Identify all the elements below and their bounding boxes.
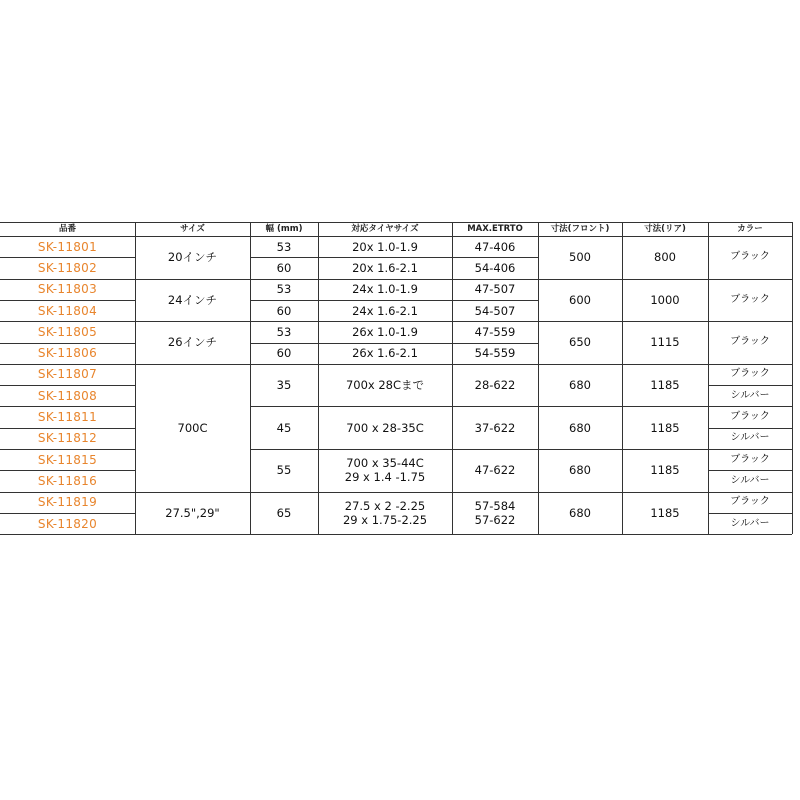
row-divider <box>250 300 538 301</box>
front-dimension-cell <box>538 406 622 449</box>
product-code: SK-11812 <box>37 431 98 446</box>
header-etrto-label: MAX.ETRTO <box>467 224 523 234</box>
tire-size-value: 20x 1.6-2.1 <box>352 260 418 275</box>
product-code-cell <box>0 279 135 300</box>
product-code-cell <box>0 364 135 385</box>
front-dimension-cell <box>538 236 622 279</box>
front-dimension-value: 680 <box>569 378 591 393</box>
color-cell <box>708 279 792 322</box>
tire-size-value: 20x 1.0-1.9 <box>352 239 418 254</box>
row-divider <box>0 385 135 386</box>
front-dimension-cell <box>538 492 622 535</box>
header-cell-width <box>250 222 318 236</box>
tire-size-cell <box>318 364 452 407</box>
etrto-cell <box>452 406 538 449</box>
header-width-label: 幅 (mm) <box>265 224 303 234</box>
rear-dimension-cell <box>622 492 708 535</box>
header-cell-etrto <box>452 222 538 236</box>
size-label: 24インチ <box>167 292 218 307</box>
header-cell-tire <box>318 222 452 236</box>
rear-dimension-value: 1185 <box>650 505 680 520</box>
front-dimension-value: 600 <box>569 292 591 307</box>
color-cell <box>708 406 792 427</box>
header-code-label: 品番 <box>58 224 76 234</box>
row-divider <box>0 513 135 514</box>
rear-dimension-cell <box>622 364 708 407</box>
column-divider <box>250 222 251 534</box>
table-bottom-border <box>0 534 792 535</box>
row-divider <box>0 449 135 450</box>
tire-size-cell <box>318 492 452 535</box>
width-value: 60 <box>276 303 292 318</box>
product-code-cell <box>0 300 135 321</box>
width-value: 53 <box>276 282 292 297</box>
row-divider <box>0 321 135 322</box>
color-value: シルバー <box>730 517 770 529</box>
row-divider <box>0 279 135 280</box>
tire-size-value: 26x 1.6-2.1 <box>352 346 418 361</box>
product-code: SK-11803 <box>37 282 98 297</box>
tire-size-cell <box>318 321 452 342</box>
row-divider <box>0 406 135 407</box>
width-value: 55 <box>276 463 292 478</box>
width-value: 53 <box>276 324 292 339</box>
width-cell <box>250 236 318 257</box>
front-dimension-value: 680 <box>569 505 591 520</box>
row-divider <box>135 279 792 280</box>
tire-size-value: 29 x 1.4 -1.75 <box>344 470 426 485</box>
header-bottom-border <box>0 236 792 237</box>
product-code: SK-11806 <box>37 346 98 361</box>
rear-dimension-cell <box>622 406 708 449</box>
width-cell <box>250 492 318 535</box>
front-dimension-value: 500 <box>569 250 591 265</box>
size-cell <box>135 321 250 364</box>
product-code: SK-11807 <box>37 367 98 382</box>
size-cell <box>135 364 250 492</box>
product-code: SK-11815 <box>37 452 98 467</box>
color-value: ブラック <box>730 496 770 508</box>
header-front-label: 寸法(フロント) <box>550 224 610 234</box>
row-divider <box>0 300 135 301</box>
color-value: ブラック <box>730 368 770 380</box>
rear-dimension-cell <box>622 236 708 279</box>
tire-size-cell <box>318 449 452 492</box>
etrto-cell <box>452 300 538 321</box>
product-code: SK-11804 <box>37 303 98 318</box>
size-cell <box>135 279 250 322</box>
width-cell <box>250 257 318 278</box>
product-code: SK-11808 <box>37 388 98 403</box>
header-top-border <box>0 222 792 223</box>
etrto-value: 47-559 <box>474 324 516 339</box>
etrto-value: 54-507 <box>474 303 516 318</box>
header-size-label: サイズ <box>180 224 205 234</box>
color-cell <box>708 321 792 364</box>
rear-dimension-cell <box>622 449 708 492</box>
etrto-cell <box>452 279 538 300</box>
etrto-cell <box>452 236 538 257</box>
product-code-cell <box>0 257 135 278</box>
tire-size-value: 29 x 1.75-2.25 <box>342 512 428 527</box>
row-divider <box>135 492 792 493</box>
color-cell <box>708 364 792 385</box>
tire-size-cell <box>318 257 452 278</box>
header-cell-code <box>0 222 135 236</box>
etrto-cell <box>452 364 538 407</box>
rear-dimension-value: 1185 <box>650 378 680 393</box>
width-cell <box>250 279 318 300</box>
column-divider <box>708 222 709 534</box>
header-cell-size <box>135 222 250 236</box>
product-code-cell <box>0 343 135 364</box>
front-dimension-cell <box>538 449 622 492</box>
etrto-cell <box>452 449 538 492</box>
column-divider <box>622 222 623 534</box>
header-cell-color <box>708 222 792 236</box>
width-value: 60 <box>276 260 292 275</box>
header-cell-front <box>538 222 622 236</box>
row-divider <box>708 385 792 386</box>
tire-size-cell <box>318 343 452 364</box>
row-divider <box>0 470 135 471</box>
rear-dimension-cell <box>622 279 708 322</box>
width-cell <box>250 321 318 342</box>
color-cell <box>708 449 792 470</box>
rear-dimension-value: 1185 <box>650 420 680 435</box>
color-cell <box>708 385 792 406</box>
product-code-cell <box>0 428 135 449</box>
column-divider <box>452 222 453 534</box>
etrto-value: 47-507 <box>474 282 516 297</box>
etrto-cell <box>452 257 538 278</box>
row-divider <box>708 513 792 514</box>
front-dimension-cell <box>538 364 622 407</box>
rear-dimension-value: 1185 <box>650 463 680 478</box>
front-dimension-value: 680 <box>569 420 591 435</box>
row-divider <box>135 321 792 322</box>
color-cell <box>708 470 792 491</box>
row-divider <box>708 470 792 471</box>
tire-size-cell <box>318 406 452 449</box>
tire-size-value: 700 x 35-44C <box>346 456 424 471</box>
column-divider <box>318 222 319 534</box>
header-rear-label: 寸法(リア) <box>644 224 686 234</box>
color-value: シルバー <box>730 474 770 486</box>
tire-size-value: 26x 1.0-1.9 <box>352 324 418 339</box>
color-value: ブラック <box>730 411 770 423</box>
product-code-cell <box>0 321 135 342</box>
front-dimension-value: 680 <box>569 463 591 478</box>
color-cell <box>708 236 792 279</box>
rear-dimension-cell <box>622 321 708 364</box>
front-dimension-cell <box>538 279 622 322</box>
product-code: SK-11819 <box>37 495 98 510</box>
etrto-value: 57-622 <box>474 512 516 527</box>
etrto-cell <box>452 321 538 342</box>
row-divider <box>0 428 135 429</box>
product-code: SK-11816 <box>37 473 98 488</box>
row-divider <box>250 343 538 344</box>
tire-size-value: 700x 28Cまで <box>345 378 425 393</box>
size-label: 26インチ <box>167 335 218 350</box>
spec-table <box>0 222 800 538</box>
column-divider <box>135 222 136 534</box>
color-value: ブラック <box>730 336 770 348</box>
width-value: 53 <box>276 239 292 254</box>
etrto-value: 54-559 <box>474 346 516 361</box>
tire-size-cell <box>318 300 452 321</box>
front-dimension-cell <box>538 321 622 364</box>
etrto-value: 57-584 <box>474 498 516 513</box>
color-value: シルバー <box>730 389 770 401</box>
rear-dimension-value: 1115 <box>650 335 680 350</box>
tire-size-value: 27.5 x 2 -2.25 <box>344 498 426 513</box>
column-divider <box>538 222 539 534</box>
width-cell <box>250 300 318 321</box>
tire-size-cell <box>318 279 452 300</box>
width-value: 60 <box>276 346 292 361</box>
product-code: SK-11820 <box>37 516 98 531</box>
width-value: 45 <box>276 420 292 435</box>
size-cell <box>135 492 250 535</box>
row-divider <box>708 406 792 407</box>
etrto-cell <box>452 492 538 535</box>
product-code: SK-11805 <box>37 324 98 339</box>
product-code-cell <box>0 449 135 470</box>
product-code-cell <box>0 513 135 534</box>
color-value: ブラック <box>730 293 770 305</box>
etrto-cell <box>452 343 538 364</box>
width-value: 35 <box>276 378 292 393</box>
etrto-value: 54-406 <box>474 260 516 275</box>
row-divider <box>250 257 538 258</box>
header-cell-rear <box>622 222 708 236</box>
row-divider <box>708 428 792 429</box>
width-cell <box>250 343 318 364</box>
size-label: 700C <box>177 420 208 435</box>
width-cell <box>250 449 318 492</box>
product-code-cell <box>0 492 135 513</box>
size-label: 27.5",29" <box>165 505 220 520</box>
etrto-value: 47-406 <box>474 239 516 254</box>
row-divider <box>0 364 135 365</box>
width-value: 65 <box>276 505 292 520</box>
product-code-cell <box>0 385 135 406</box>
color-value: ブラック <box>730 251 770 263</box>
tire-size-value: 700 x 28-35C <box>346 420 424 435</box>
color-cell <box>708 492 792 513</box>
row-divider <box>0 343 135 344</box>
etrto-value: 37-622 <box>474 420 516 435</box>
width-cell <box>250 406 318 449</box>
rear-dimension-value: 1000 <box>650 292 680 307</box>
product-code: SK-11802 <box>37 260 98 275</box>
size-label: 20インチ <box>167 250 218 265</box>
row-divider <box>0 257 135 258</box>
row-divider <box>0 492 135 493</box>
product-code-cell <box>0 470 135 491</box>
color-value: ブラック <box>730 453 770 465</box>
product-code-cell <box>0 406 135 427</box>
header-color-label: カラー <box>737 224 763 234</box>
tire-size-value: 24x 1.0-1.9 <box>352 282 418 297</box>
tire-size-value: 24x 1.6-2.1 <box>352 303 418 318</box>
product-code: SK-11801 <box>37 239 98 254</box>
color-value: シルバー <box>730 432 770 444</box>
size-cell <box>135 236 250 279</box>
tire-size-cell <box>318 236 452 257</box>
row-divider <box>708 449 792 450</box>
color-cell <box>708 513 792 534</box>
rear-dimension-value: 800 <box>654 250 676 265</box>
width-cell <box>250 364 318 407</box>
product-code-cell <box>0 236 135 257</box>
color-cell <box>708 428 792 449</box>
row-divider <box>135 364 792 365</box>
product-code: SK-11811 <box>37 410 98 425</box>
etrto-value: 28-622 <box>474 378 516 393</box>
table-right-edge <box>792 222 793 534</box>
header-tire-label: 対応タイヤサイズ <box>351 224 419 234</box>
etrto-value: 47-622 <box>474 463 516 478</box>
front-dimension-value: 650 <box>569 335 591 350</box>
